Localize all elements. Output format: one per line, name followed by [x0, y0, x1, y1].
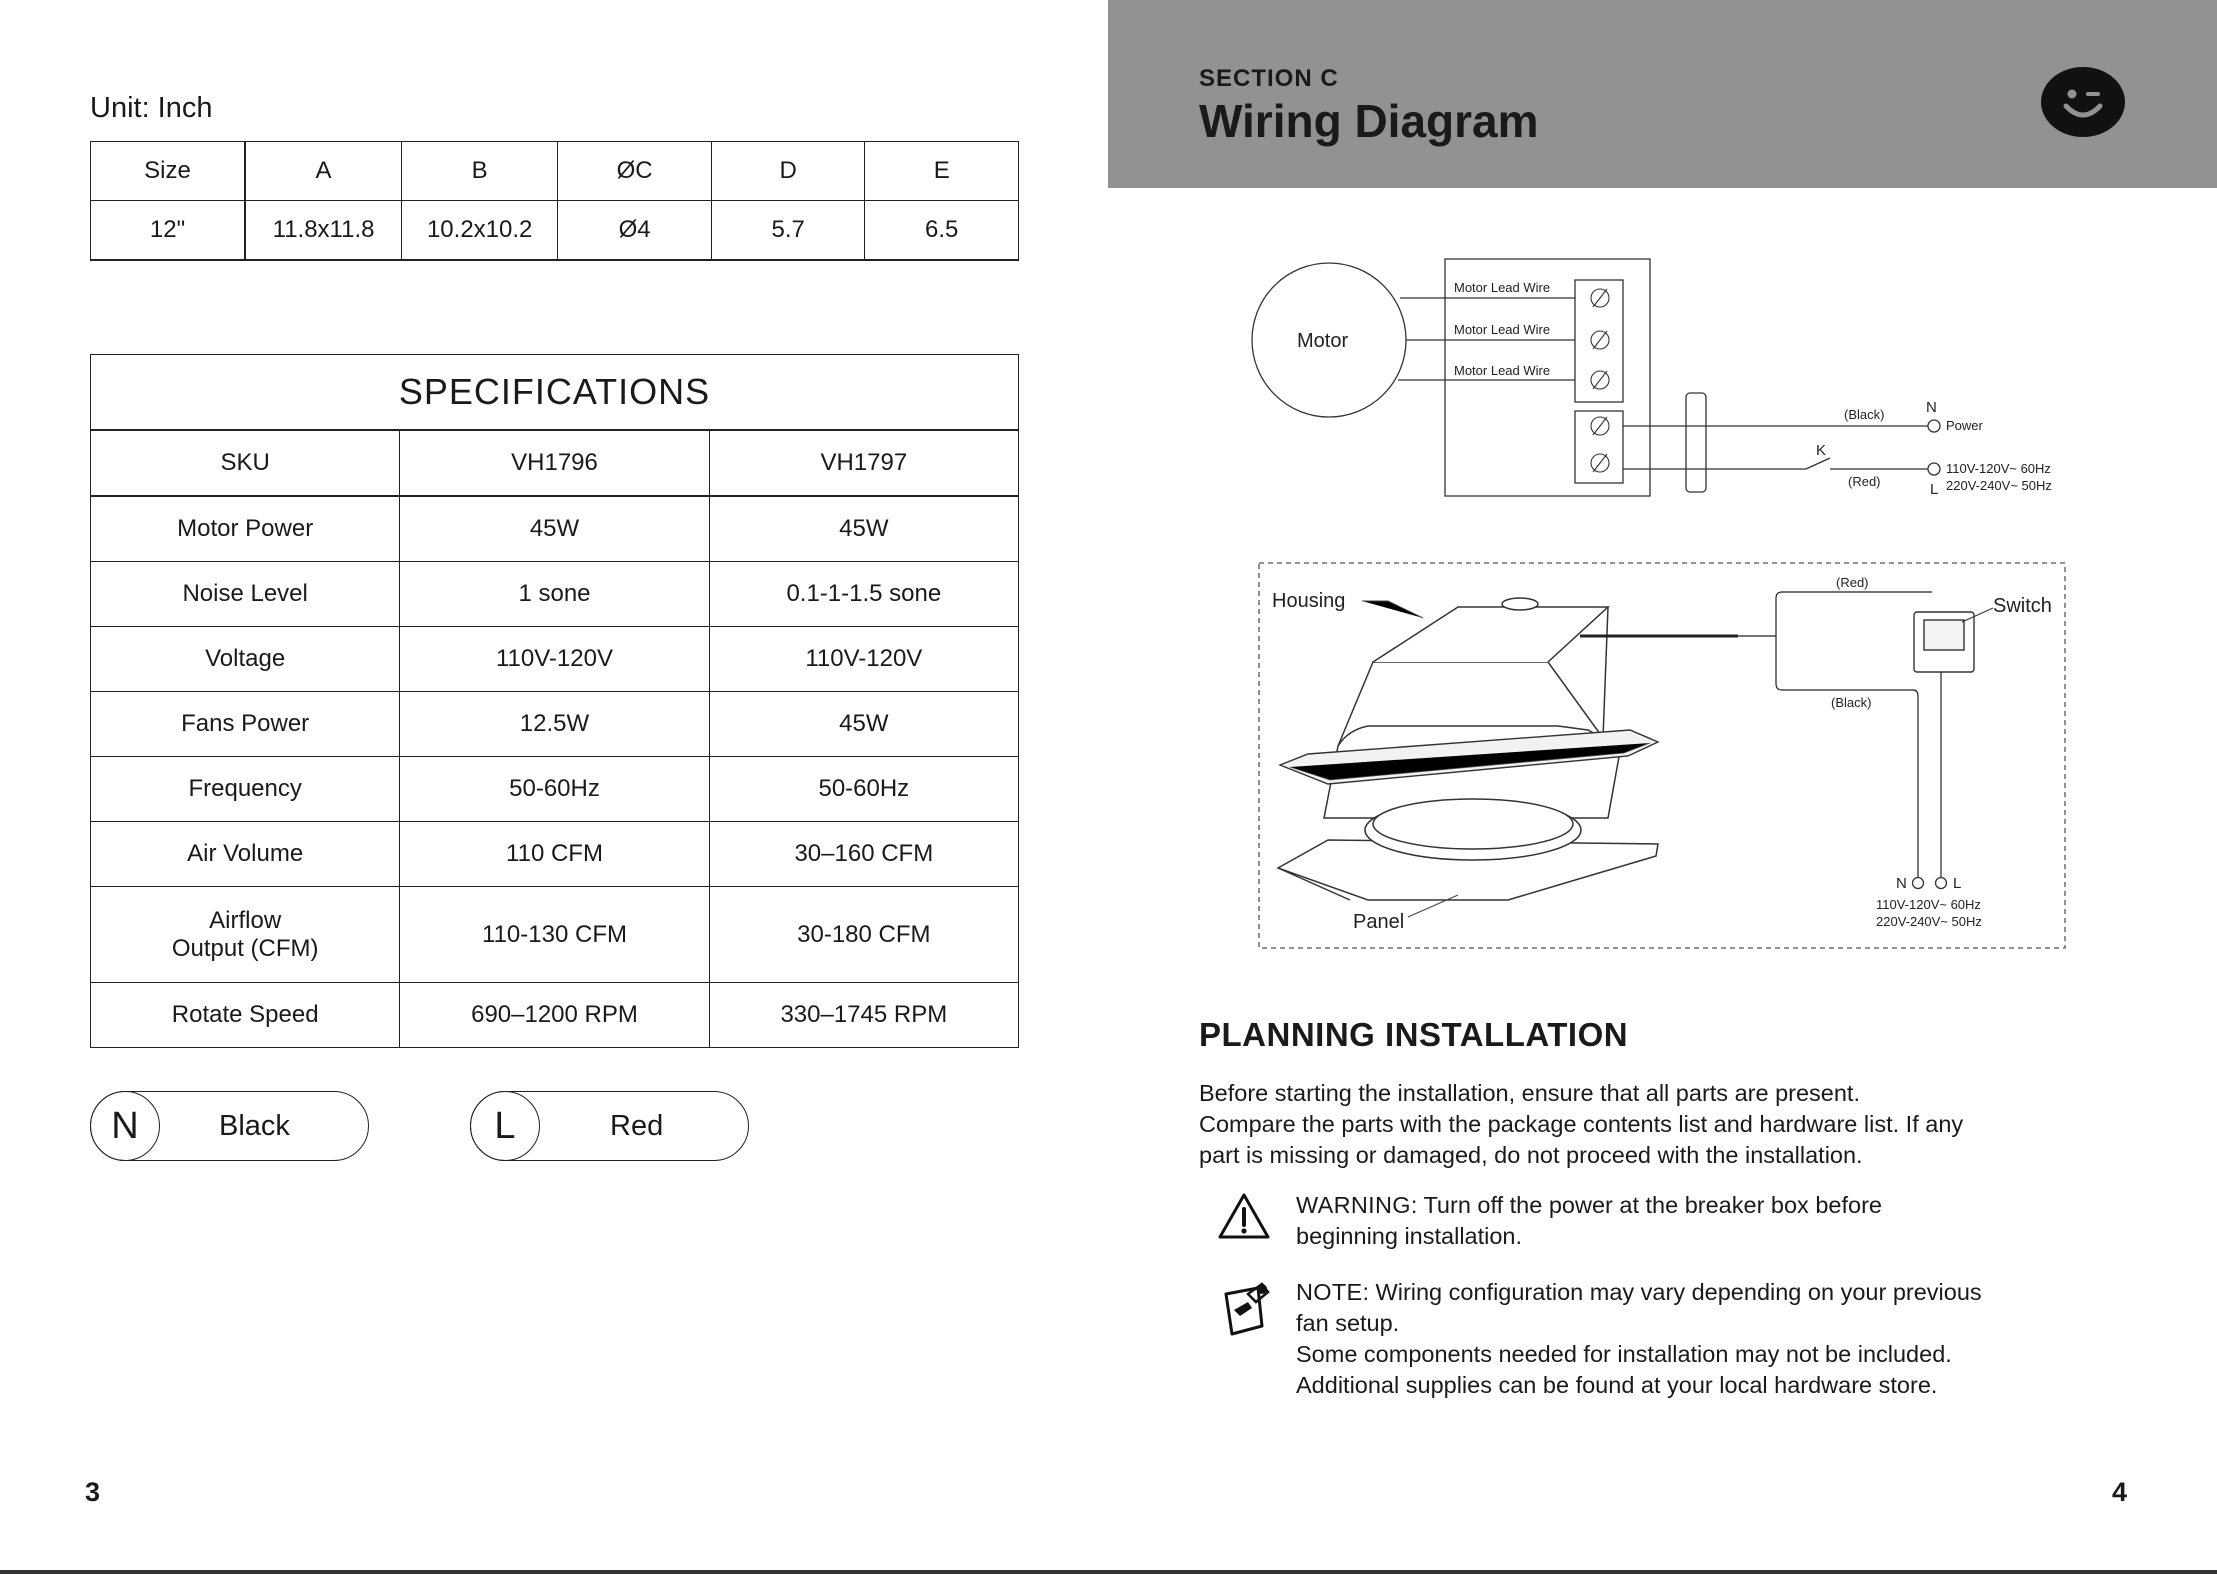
voltage-label: 110V-120V~ 60Hz	[1946, 461, 2051, 476]
specs-col-vh1796: VH1796	[400, 430, 709, 496]
page-number-right: 4	[2112, 1477, 2128, 1507]
legend-line-pill	[470, 1091, 749, 1161]
planning-intro-line: Compare the parts with the package contents list and hardware list. If any	[1199, 1111, 1964, 1137]
spec-value: 110-130 CFM	[400, 887, 709, 983]
dim-header-size: Size	[91, 142, 246, 201]
note-line: Additional supplies can be found at your local hardware store.	[1296, 1372, 1938, 1398]
planning-intro-line: Before starting the installation, ensure that all parts are present.	[1199, 1080, 1860, 1106]
spec-value: 30–160 CFM	[709, 822, 1018, 887]
legend-line-letter: L	[470, 1091, 540, 1161]
table-row	[91, 822, 1019, 887]
spec-value: 1 sone	[400, 562, 709, 627]
note-line: : Wiring configuration may vary depending on your previous	[1362, 1279, 1982, 1305]
motor-lead-wire-label: Motor Lead Wire	[1454, 280, 1551, 295]
note-line: fan setup.	[1296, 1310, 1400, 1336]
panel-label: Panel	[1353, 911, 1405, 933]
neutral-terminal-label: N	[1896, 875, 1907, 892]
spec-value: 30-180 CFM	[709, 887, 1018, 983]
section-title: Wiring Diagram	[1199, 95, 1539, 147]
specs-col-sku: SKU	[91, 430, 400, 496]
warning-line: : Turn off the power at the breaker box before	[1410, 1192, 1882, 1218]
table-row	[91, 692, 1019, 757]
table-row	[91, 627, 1019, 692]
unit-label: Unit: Inch	[90, 92, 213, 124]
spec-value: 45W	[400, 496, 709, 562]
line-terminal-label: L	[1953, 875, 1962, 892]
housing-label: Housing	[1272, 590, 1346, 612]
spec-label: Noise Level	[91, 562, 400, 627]
brand-logo-icon	[2040, 66, 2126, 143]
black-wire-label: (Black)	[1844, 407, 1885, 422]
voltage-label: 110V-120V~ 60Hz	[1876, 897, 1981, 912]
spec-value: 110V-120V	[709, 627, 1018, 692]
dim-value-e: 6.5	[865, 201, 1019, 261]
switch-k-label: K	[1816, 442, 1827, 459]
warning-icon	[1218, 1192, 1270, 1245]
planning-intro	[1199, 1078, 2099, 1171]
dim-value-a: 11.8x11.8	[245, 201, 402, 261]
voltage-label: 220V-240V~ 50Hz	[1876, 914, 1982, 929]
specs-title-row	[91, 355, 1019, 431]
note-pin-icon	[1218, 1280, 1274, 1343]
motor-lead-wire-label: Motor Lead Wire	[1454, 322, 1551, 337]
red-wire-label: (Red)	[1836, 575, 1869, 590]
page-number-left: 3	[85, 1477, 101, 1507]
spec-label	[91, 887, 400, 983]
switch-label: Switch	[1993, 595, 2052, 617]
table-row	[91, 562, 1019, 627]
spec-label-line2: Output (CFM)	[171, 934, 319, 962]
spec-value: 690–1200 RPM	[400, 983, 709, 1048]
dim-value-d: 5.7	[711, 201, 865, 261]
warning-text	[1296, 1190, 2116, 1252]
spec-value: 0.1-1-1.5 sone	[709, 562, 1018, 627]
spec-value: 50-60Hz	[709, 757, 1018, 822]
spec-value: 330–1745 RPM	[709, 983, 1018, 1048]
specs-title: SPECIFICATIONS	[91, 355, 1019, 431]
table-row	[91, 983, 1019, 1048]
line-terminal-label: L	[1930, 481, 1939, 498]
warning-label: WARNING	[1296, 1192, 1411, 1218]
voltage-label: 220V-240V~ 50Hz	[1946, 478, 2052, 493]
spec-label: Voltage	[91, 627, 400, 692]
motor-lead-wire-label: Motor Lead Wire	[1454, 363, 1551, 378]
table-row	[91, 757, 1019, 822]
legend-neutral-pill	[90, 1091, 369, 1161]
spec-label: Air Volume	[91, 822, 400, 887]
spec-label: Motor Power	[91, 496, 400, 562]
motor-wiring-schematic	[1240, 250, 2100, 510]
spec-value: 110V-120V	[400, 627, 709, 692]
dimensions-table	[90, 141, 1019, 261]
spec-label: Fans Power	[91, 692, 400, 757]
section-label: SECTION C	[1199, 65, 1339, 92]
spec-label: Rotate Speed	[91, 983, 400, 1048]
dimensions-header-row	[91, 142, 1019, 201]
dim-value-size: 12"	[91, 201, 246, 261]
spec-value: 110 CFM	[400, 822, 709, 887]
specifications-table	[90, 354, 1019, 1048]
installation-wiring-illustration	[1258, 560, 2068, 950]
motor-label: Motor	[1297, 330, 1349, 352]
spec-label: Frequency	[91, 757, 400, 822]
note-label: NOTE	[1296, 1279, 1363, 1305]
spec-value: 45W	[709, 496, 1018, 562]
dim-header-e: E	[865, 142, 1019, 201]
bottom-divider	[0, 1570, 2217, 1574]
spec-value: 50-60Hz	[400, 757, 709, 822]
dim-header-b: B	[402, 142, 558, 201]
table-row	[91, 887, 1019, 983]
dim-value-c: Ø4	[558, 201, 712, 261]
note-line: Some components needed for installation may not be included.	[1296, 1341, 1952, 1367]
warning-line: beginning installation.	[1296, 1223, 1523, 1249]
spec-value: 12.5W	[400, 692, 709, 757]
dim-value-b: 10.2x10.2	[402, 201, 558, 261]
planning-intro-line: part is missing or damaged, do not proceed with the installation.	[1199, 1142, 1863, 1168]
note-text	[1296, 1277, 2126, 1401]
black-wire-label: (Black)	[1831, 695, 1872, 710]
legend-neutral-label: Black	[219, 1110, 290, 1142]
dimensions-value-row	[91, 201, 1019, 261]
spec-value: 45W	[709, 692, 1018, 757]
table-row	[91, 496, 1019, 562]
dim-header-c: ØC	[558, 142, 712, 201]
specs-col-vh1797: VH1797	[709, 430, 1018, 496]
planning-title: PLANNING INSTALLATION	[1199, 1016, 1629, 1053]
power-label: Power	[1946, 418, 1983, 433]
dim-header-a: A	[245, 142, 402, 201]
legend-neutral-letter: N	[90, 1091, 160, 1161]
red-wire-label: (Red)	[1848, 474, 1881, 489]
specs-sku-row	[91, 430, 1019, 496]
legend-line-label: Red	[610, 1110, 664, 1142]
dim-header-d: D	[711, 142, 865, 201]
neutral-terminal-label: N	[1926, 399, 1937, 416]
spec-label-line1: Airflow	[209, 906, 282, 934]
